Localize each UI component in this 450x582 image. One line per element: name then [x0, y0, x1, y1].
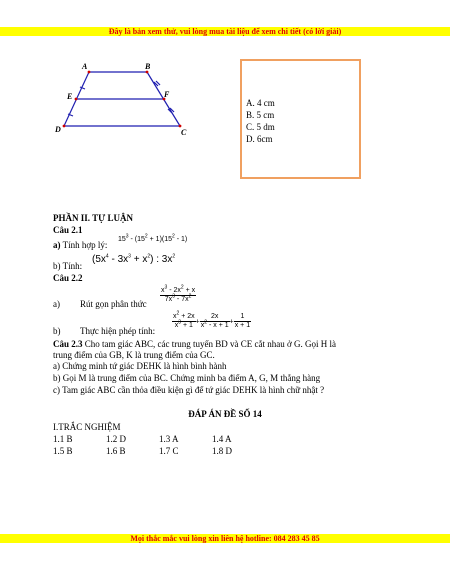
mc-row-2: [53, 446, 265, 457]
choice-b: B. 5 cm: [246, 110, 275, 120]
label-e: E: [67, 92, 73, 101]
choice-d: D. 6cm: [246, 134, 273, 144]
q21-a-label: a): [53, 240, 61, 250]
q22-a-fraction: $\frac{x^3 - 2x^2 + x}{7x^3 - 7x^2}$: [161, 284, 196, 303]
q21-title: Câu 2.1: [53, 225, 83, 235]
q21-b-label: b) Tính:: [53, 261, 83, 271]
q23-title: Câu 2.3: [53, 339, 83, 349]
mc-answer: 1.4 A: [212, 434, 232, 444]
q22-a-label: a): [53, 299, 60, 309]
q22-b-text: Thực hiện phép tính:: [80, 326, 156, 336]
q21-a-expression: $15^3 - (15^2 + 1)(15^2 - 1)$: [118, 233, 188, 243]
mc-answer: 1.1 B: [53, 434, 73, 444]
label-a: A: [82, 62, 88, 71]
q21-b-expression: $(5x^4 - 3x^3 + x^2)$ : $3x^2$: [92, 253, 176, 265]
answer-title: ĐÁP ÁN ĐỀ SỐ 14: [188, 409, 262, 419]
trapezoid-figure: [50, 60, 200, 145]
mc-answer: 1.5 B: [53, 446, 73, 456]
mc-answer: 1.6 B: [106, 446, 126, 456]
mc-answer: 1.8 D: [212, 446, 232, 456]
mc-row-1: [53, 434, 265, 445]
q23-line4: b) Gọi M là trung điểm của BC. Chứng minh ba điểm A, G, M thẳng hàng: [53, 373, 321, 383]
q22-b-label: b): [53, 326, 61, 336]
q21-a: [53, 240, 107, 251]
mc-answer: 1.7 C: [159, 446, 179, 456]
q23-text: Cho tam giác ABC, các trung tuyến BD và CE cắt nhau ở G. Gọi H là: [84, 339, 336, 349]
section-title: PHẦN II. TỰ LUẬN: [53, 213, 134, 223]
label-b: B: [145, 62, 151, 71]
q23-line1: [53, 339, 336, 350]
label-d: D: [55, 125, 61, 134]
footer-banner: Mọi thắc mắc vui lòng xin liên hệ hotline: 084 283 45 85: [0, 534, 450, 543]
mc-title: I.TRẮC NGHIỆM: [53, 422, 121, 432]
q22-a-text: Rút gọn phân thức: [80, 299, 147, 309]
choice-c: C. 5 dm: [246, 122, 275, 132]
q23-line2: trung điểm của GB, K là trung điểm của GC.: [53, 350, 215, 360]
label-f: F: [164, 90, 170, 99]
q22-b-expression: $\frac{x^2 + 2x}{x^3 + 1}$ + $\frac{2x}{x^2 - x + 1}$ + $\frac{1}{x + 1}$: [173, 310, 251, 329]
mc-answer: 1.3 A: [159, 434, 179, 444]
q22-title: Câu 2.2: [53, 273, 83, 283]
choice-a: A. 4 cm: [246, 98, 275, 108]
header-banner: Đây là bản xem thử, vui lòng mua tài liệu để xem chi tiết (có lời giải): [0, 27, 450, 36]
mc-answer: 1.2 D: [106, 434, 126, 444]
q23-line5: c) Tam giác ABC cần thỏa điều kiện gì để tứ giác DEHK là hình chữ nhật ?: [53, 385, 325, 395]
q23-line3: a) Chứng minh tứ giác DEHK là hình bình hành: [53, 361, 227, 371]
label-c: C: [181, 128, 187, 137]
q21-a-text: Tính hợp lý:: [62, 240, 108, 250]
